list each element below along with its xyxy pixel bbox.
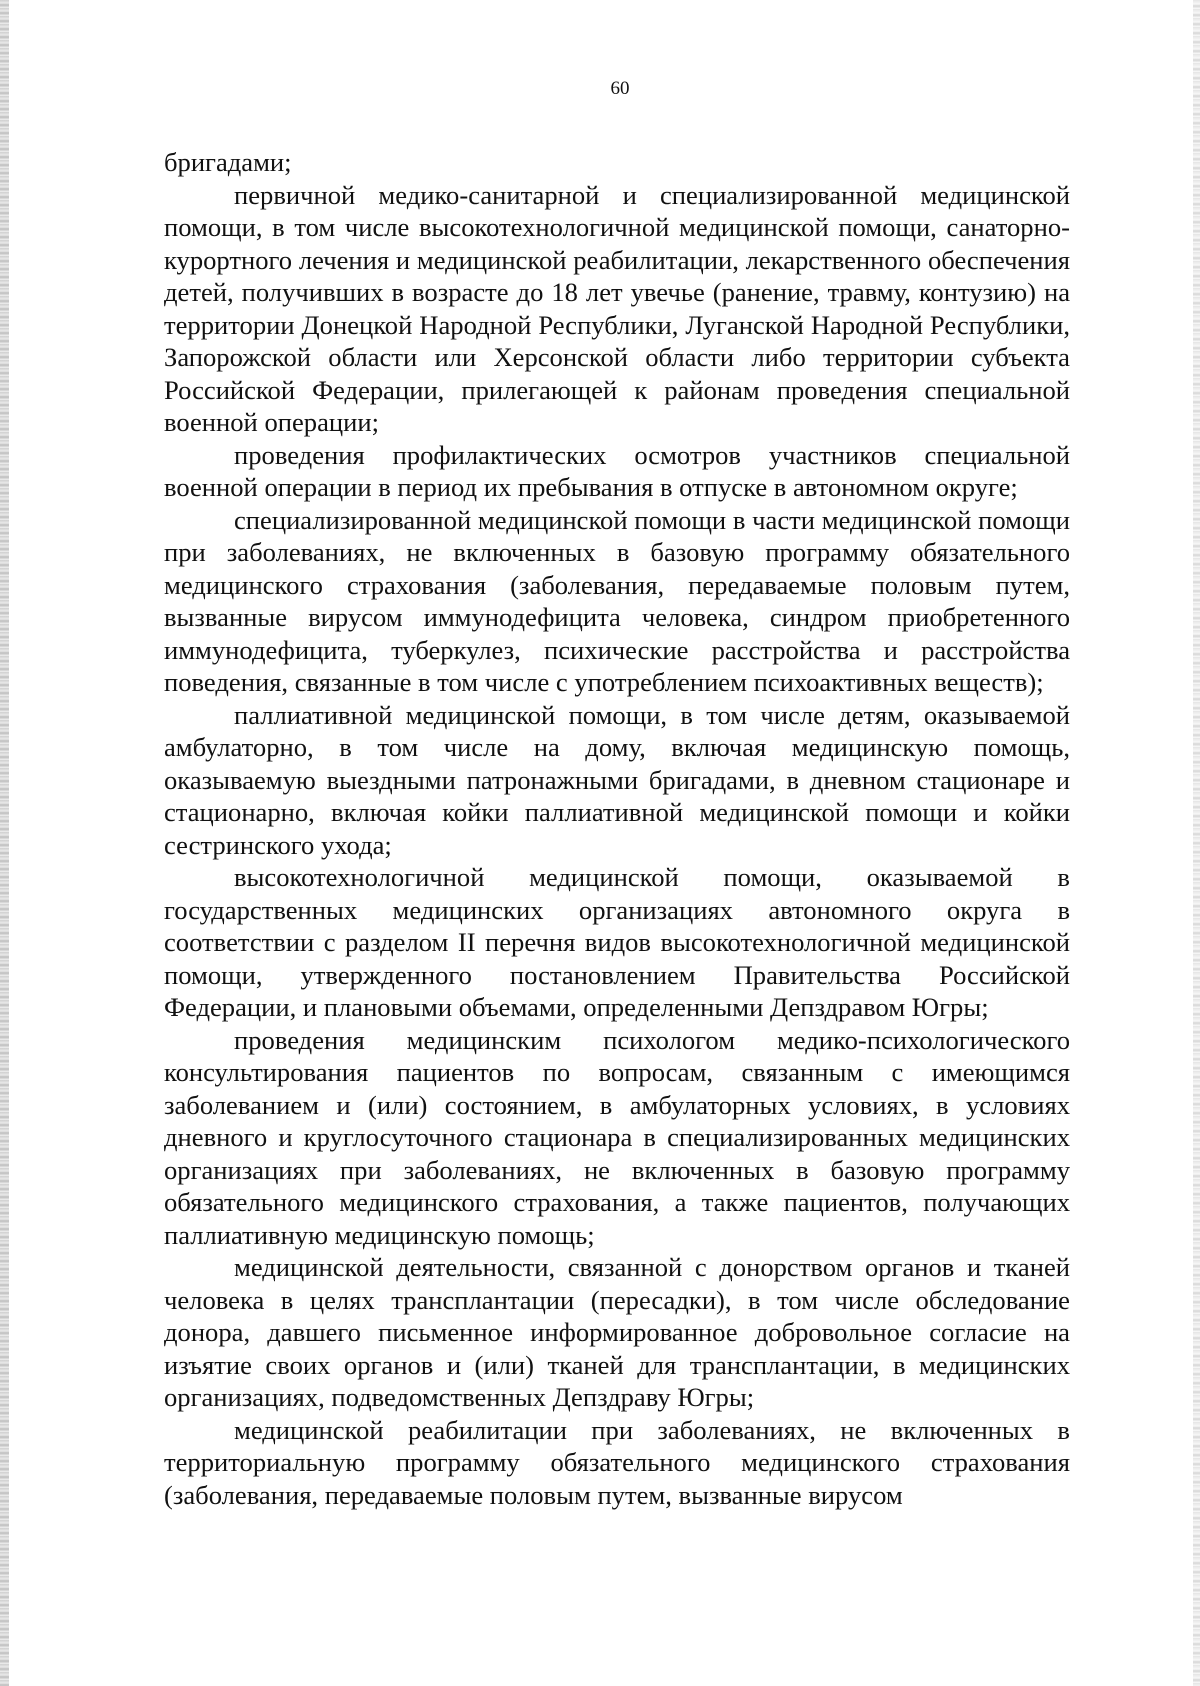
paragraph-continuation: бригадами;	[164, 147, 292, 177]
paragraph-organ-donation: медицинской деятельности, связанной с донорством органов и тканей человека в целях трансплантации (пересадки), в том числе обследование донора, давшего письменное информированное добровольное согласие на изъятие своих органов и (или) тканей для трансплантации, в медицинских организациях, подведомственных Депздраву Югры;	[164, 1252, 1070, 1412]
scan-edge-right	[1193, 0, 1200, 1686]
paragraph-primary-care: первичной медико-санитарной и специализированной медицинской помощи, в том числе высокотехнологичной медицинской помощи, санаторно-курортного лечения и медицинской реабилитации, лекарственного обеспечения детей, получивших в возрасте до 18 лет увечье (ранение, травму, контузию) на территории Донецкой Народной Республики, Луганской Народной Республики, Запорожской области или Херсонской области либо территории субъекта Российской Федерации, прилегающей к районам проведения специальной военной операции;	[164, 179, 1070, 437]
scan-edge-left	[0, 0, 9, 1686]
paragraph-specialized-care: специализированной медицинской помощи в части медицинской помощи при заболеваниях, не включенных в базовую программу обязательного медицинского страхования (заболевания, передаваемые половым путем, вызванные вирусом иммунодефицита человека, синдром приобретенного иммунодефицита, туберкулез, психические расстройства и расстройства поведения, связанные в том числе с употреблением психоактивных веществ);	[164, 504, 1070, 697]
paragraph-preventive-exams: проведения профилактических осмотров участников специальной военной операции в период их пребывания в отпуске в автономном округе;	[164, 439, 1070, 502]
page-number: 60	[610, 78, 630, 99]
paragraph-psychological-counseling: проведения медицинским психологом медико-психологического консультирования пациентов по вопросам, связанным с имеющимся заболеванием и (или) состоянием, в амбулаторных условиях, в условиях дневного и круглосуточного стационара в специализированных медицинских организациях при заболеваниях, не включенных в базовую программу обязательного медицинского страхования, а также пациентов, получающих паллиативную медицинскую помощь;	[164, 1024, 1070, 1250]
paragraph-high-tech-care: высокотехнологичной медицинской помощи, оказываемой в государственных медицинских организациях автономного округа в соответствии с разделом II перечня видов высокотехнологичной медицинской помощи, утвержденного постановлением Правительства Российской Федерации, и плановыми объемами, определенными Депздравом Югры;	[164, 862, 1070, 1022]
document-body	[164, 146, 1070, 1511]
paragraph-palliative-care: паллиативной медицинской помощи, в том числе детям, оказываемой амбулаторно, в том числе на дому, включая медицинскую помощь, оказываемую выездными патронажными бригадами, в дневном стационаре и стационарно, включая койки паллиативной медицинской помощи и койки сестринского ухода;	[164, 699, 1070, 860]
paragraph-rehabilitation: медицинской реабилитации при заболеваниях, не включенных в территориальную программу обязательного медицинского страхования (заболевания, передаваемые половым путем, вызванные вирусом	[164, 1414, 1070, 1510]
